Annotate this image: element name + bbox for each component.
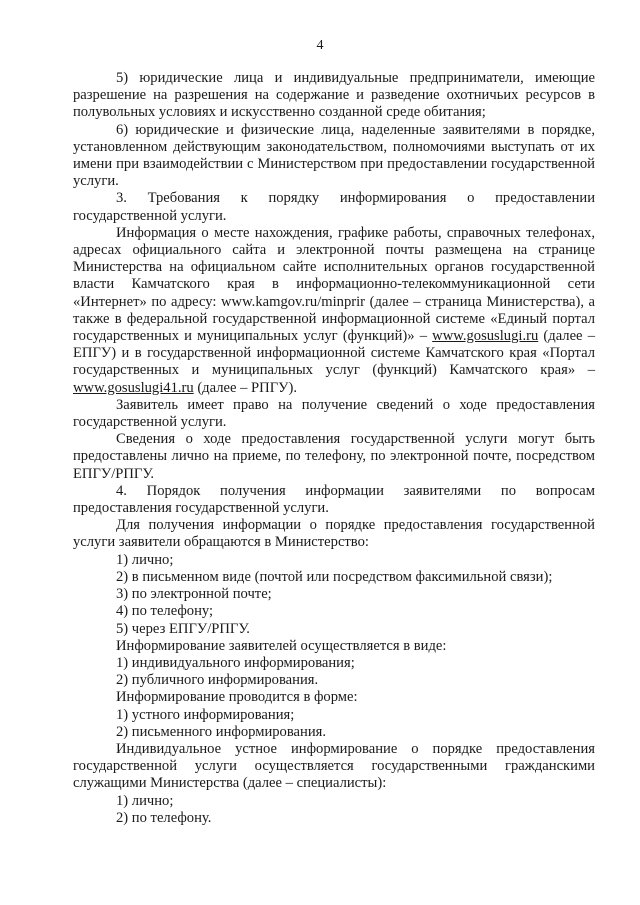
website-link[interactable]: www.gosuslugi.ru xyxy=(432,328,539,345)
list-item: 1) лично; xyxy=(116,551,174,568)
list-item: 4) по телефону; xyxy=(116,603,214,620)
document-body xyxy=(73,70,595,827)
list-item: 2) публичного информирования. xyxy=(116,672,319,689)
paragraph: 5) юридические лица и индивидуальные предприниматели, имеющие разрешение на разрешения на содержание и разведение охотничьих ресурсов в полувольных условиях и искусственно созданной среде обитания; xyxy=(73,70,595,121)
paragraph-text: Информация о месте нахождения, графике работы, справочных телефонах, адресах официального сайта и электронной почты размещена на странице Министерства на официальном сайте исполнительных органов государственной власти Камчатского края в информационно-телекоммуникационной сети «Интернет» по адресу: www.kamgov.ru/minprir (далее – страница Министерства), а также в федеральной государственной информационной системе «Единый портал государственных и муниципальных услуг (функций)» – xyxy=(73,224,595,345)
page-number: 4 xyxy=(316,38,324,53)
list-item: 1) устного информирования; xyxy=(116,706,295,723)
paragraph-text: (далее – ЕПГУ) и в государственной информационной системе Камчатского края «Портал государственных и муниципальных услуг (функций) Камчатского края» – xyxy=(73,328,595,379)
list-item: 1) лично; xyxy=(116,792,174,809)
paragraph: Заявитель имеет право на получение сведений о ходе предоставления государственной услуги. xyxy=(73,396,595,431)
paragraph: 6) юридические и физические лица, наделенные заявителями в порядке, установленном действующим законодательством, полномочиями выступать от их имени при взаимодействии с Министерством при предоставлении государственной услуги. xyxy=(73,121,595,190)
paragraph: Для получения информации о порядке предоставления государственной услуги заявители обращаются в Министерство: xyxy=(73,517,595,551)
list-item: Информирование заявителей осуществляется в виде: xyxy=(116,637,447,654)
list-item: 3) по электронной почте; xyxy=(116,586,272,603)
paragraph: Индивидуальное устное информирование о порядке предоставления государственной услуги осуществляется государственными гражданскими служащими Министерства (далее – специалисты): xyxy=(73,740,595,792)
list-item: 2) в письменном виде (почтой или посредством факсимильной связи); xyxy=(116,568,553,585)
paragraph: 3. Требования к порядку информирования о предоставлении государственной услуги. xyxy=(73,190,595,224)
paragraph-text: (далее – РПГУ). xyxy=(193,379,297,396)
website-link[interactable]: www.gosuslugi41.ru xyxy=(73,379,194,396)
paragraph: 4. Порядок получения информации заявителями по вопросам предоставления государственной услуги. xyxy=(73,482,595,517)
list-item: 2) по телефону. xyxy=(116,809,212,826)
paragraph: Сведения о ходе предоставления государственной услуги могут быть предоставлены лично на приеме, по телефону, по электронной почте, посредством ЕПГУ/РПГУ. xyxy=(73,431,595,482)
list-item: 2) письменного информирования. xyxy=(116,723,326,740)
paragraph xyxy=(73,225,595,397)
list-item: 5) через ЕПГУ/РПГУ. xyxy=(116,620,250,637)
list-item: Информирование проводится в форме: xyxy=(116,689,358,706)
list-item: 1) индивидуального информирования; xyxy=(116,654,355,671)
